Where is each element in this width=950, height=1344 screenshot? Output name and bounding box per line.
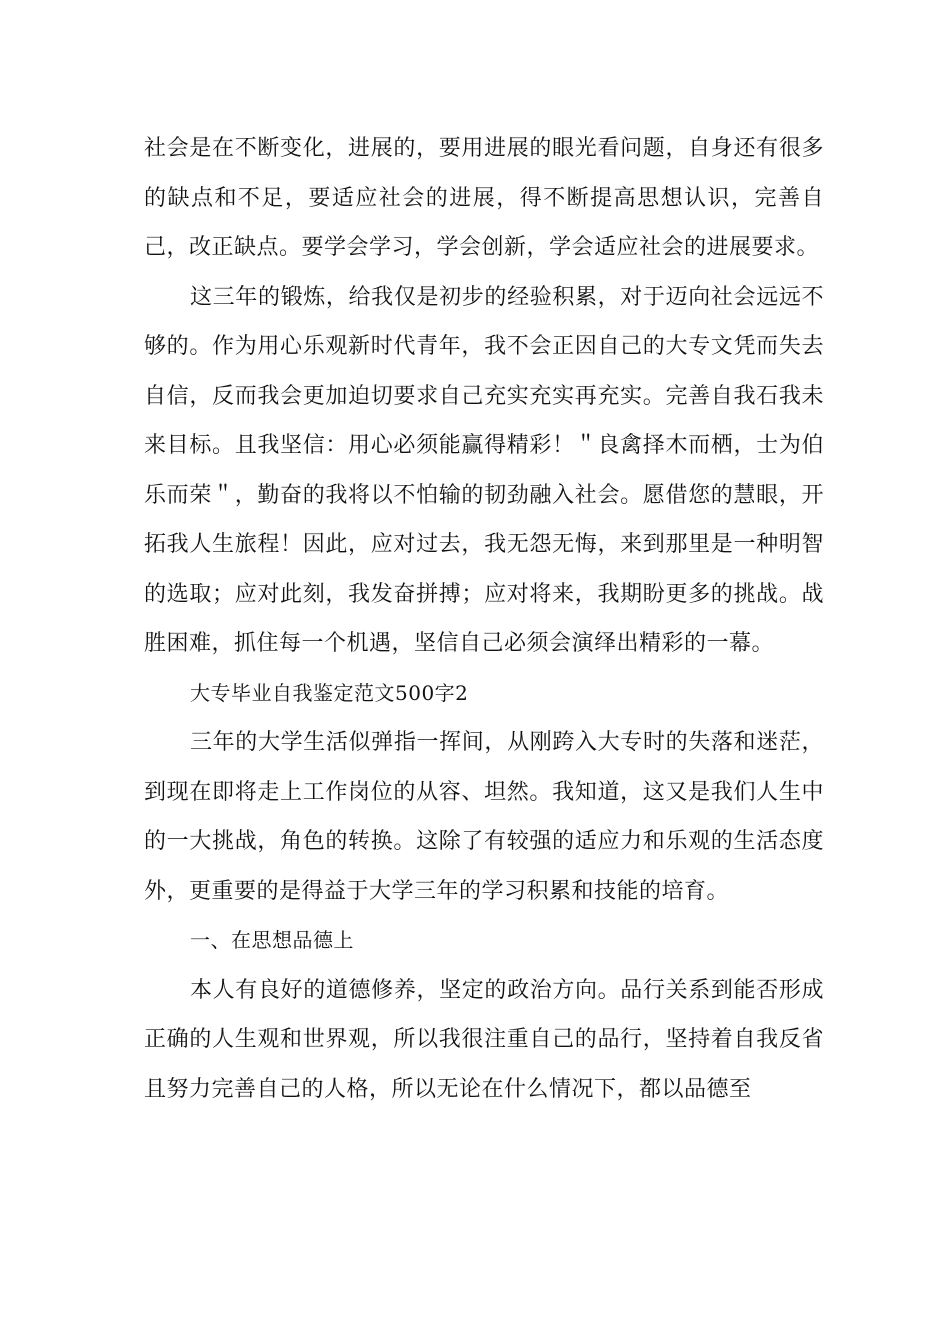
section-title-sample-2: 大专毕业自我鉴定范文500字2	[190, 680, 469, 705]
paragraph-moral-cultivation: 本人有良好的道德修养，坚定的政治方向。品行关系到能否形成正确的人生观和世界观，所以我很注重自己的品行，坚持着自我反省且努力完善自己的人格，所以无论在什么情况下，都以品德至	[144, 977, 824, 1102]
paragraph-college-life: 三年的大学生活似弹指一挥间，从刚跨入大专时的失落和迷茫，到现在即将走上工作岗位的从容、坦然。我知道，这又是我们人生中的一大挑战，角色的转换。这除了有较强的适应力和乐观的生活态度外，更重要的是得益于大学三年的学习积累和技能的培育。	[144, 730, 824, 904]
paragraph-three-years-training: 这三年的锻炼，给我仅是初步的经验积累，对于迈向社会远远不够的。作为用心乐观新时代青年，我不会正因自己的大专文凭而失去自信，反而我会更加迫切要求自己充实充实再充实。完善自我石我未来目标。且我坚信：用心必须能赢得精彩！＂良禽择木而栖，士为伯乐而荣＂，勤奋的我将以不怕输的韧劲融入社会。愿借您的慧眼，开拓我人生旅程！因此，应对过去，我无怨无悔，来到那里是一种明智的选取；应对此刻，我发奋拼搏；应对将来，我期盼更多的挑战。战胜困难，抓住每一个机遇，坚信自己必须会演绎出精彩的一幕。	[144, 284, 824, 656]
document-body	[144, 124, 824, 1114]
section-heading-moral-character: 一、在思想品德上	[190, 928, 354, 952]
paragraph-society-change: 社会是在不断变化，进展的，要用进展的眼光看问题，自身还有很多的缺点和不足，要适应社会的进展，得不断提高思想认识，完善自己，改正缺点。要学会学习，学会创新，学会适应社会的进展要求。	[144, 136, 824, 260]
